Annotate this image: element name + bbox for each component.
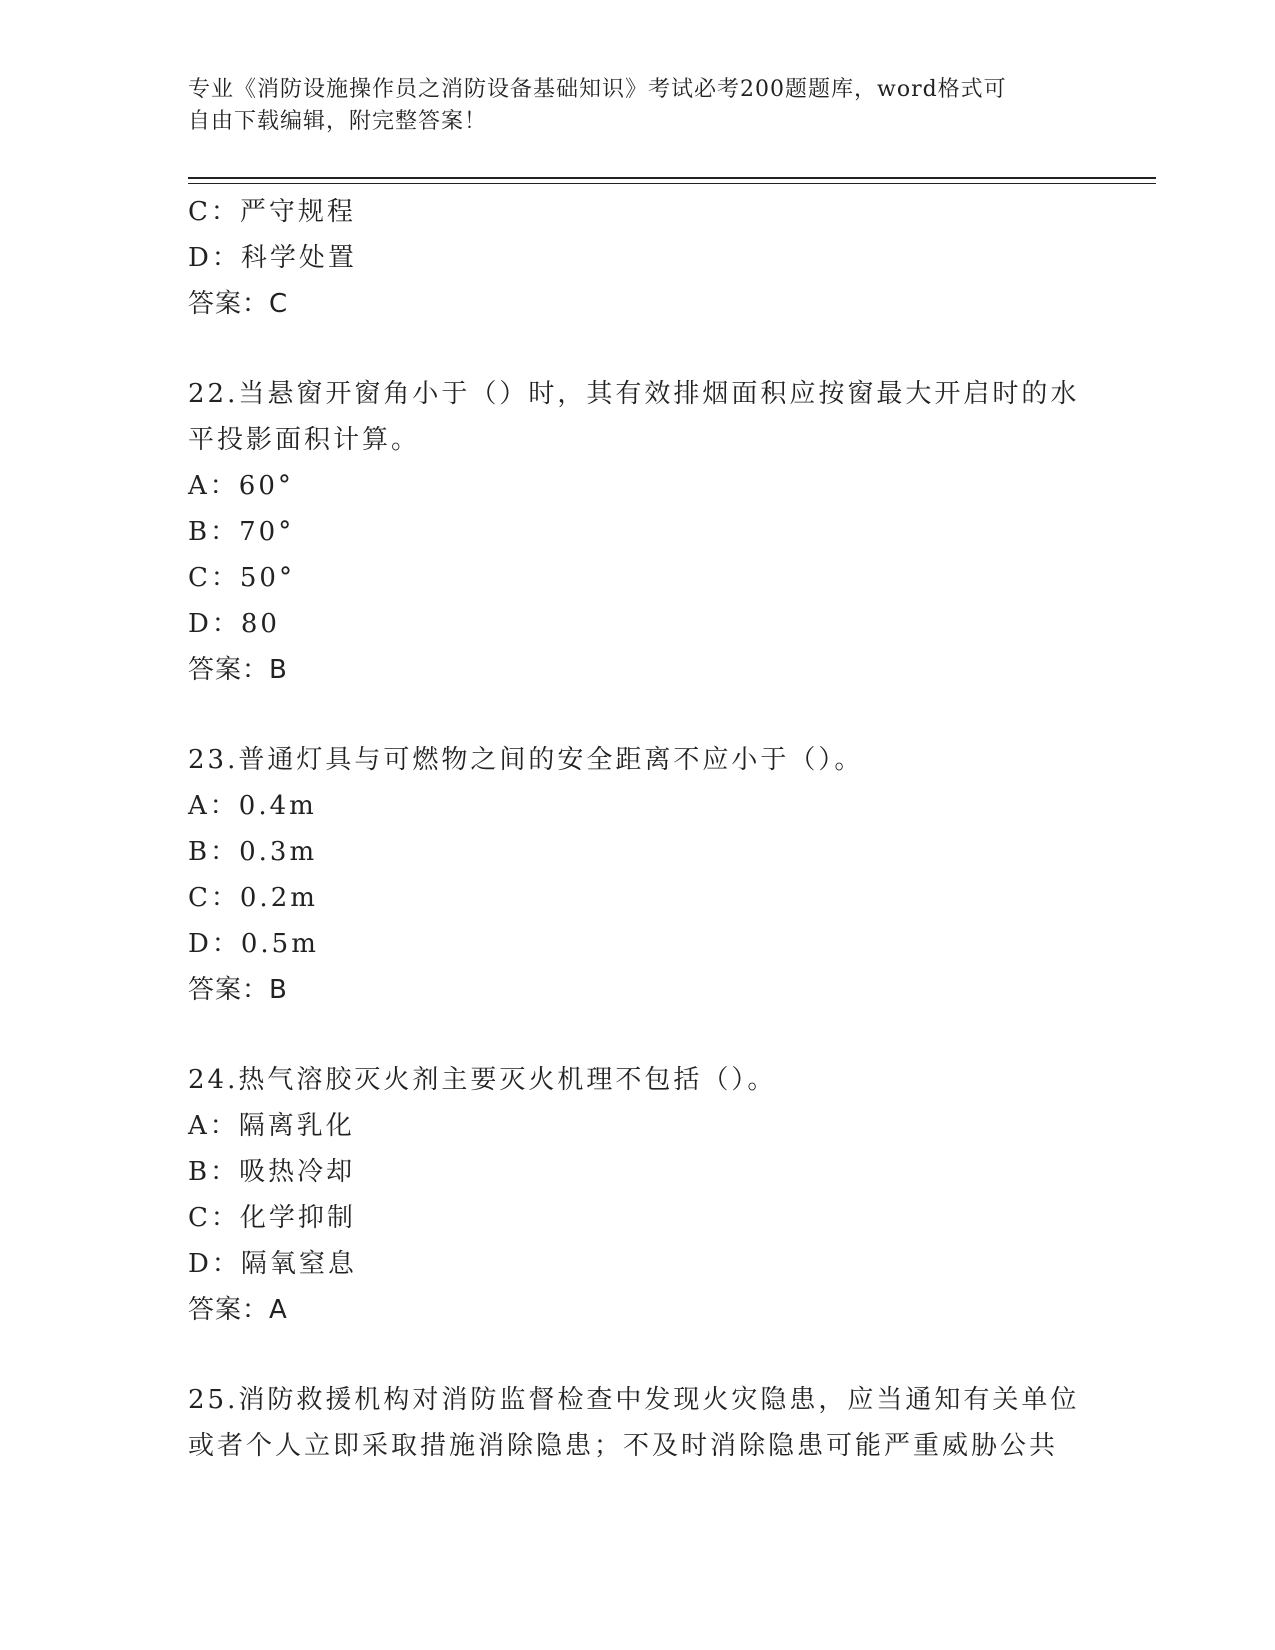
document-header (188, 74, 1068, 138)
header-rule-thick (188, 177, 1156, 179)
option-b: B：0.3m (188, 837, 318, 867)
question-text: 平投影面积计算。 (188, 425, 421, 455)
document-body (188, 189, 1088, 1469)
option-c: C：化学抑制 (188, 1203, 356, 1233)
option-c: C：50° (188, 563, 295, 593)
option-c: C：严守规程 (188, 197, 356, 227)
spacer (188, 1013, 1088, 1057)
question-text: 22.当悬窗开窗角小于（）时，其有效排烟面积应按窗最大开启时的水 (188, 379, 1080, 409)
spacer (188, 1333, 1088, 1377)
question-23 (188, 737, 1088, 1013)
header-title-line-1: 专业《消防设施操作员之消防设备基础知识》考试必考200题题库，word格式可 (188, 77, 1007, 102)
option-b: B：吸热冷却 (188, 1157, 356, 1187)
option-a: A：60° (188, 471, 294, 501)
option-d: D：科学处置 (188, 243, 357, 273)
header-rule-thin (188, 183, 1156, 184)
answer-line: 答案：A (188, 1295, 288, 1325)
option-b: B：70° (188, 517, 295, 547)
option-a: A：隔离乳化 (188, 1111, 355, 1141)
option-a: A：0.4m (188, 791, 317, 821)
question-text: 25.消防救援机构对消防监督检查中发现火灾隐患，应当通知有关单位 (188, 1385, 1080, 1415)
option-d: D：80 (188, 609, 280, 639)
header-title-line-2: 自由下载编辑，附完整答案！ (188, 109, 488, 134)
spacer (188, 327, 1088, 371)
answer-line: 答案：B (188, 655, 288, 685)
question-text: 23.普通灯具与可燃物之间的安全距离不应小于（）。 (188, 745, 864, 775)
question-22 (188, 371, 1088, 693)
option-c: C：0.2m (188, 883, 318, 913)
option-d: D：隔氧窒息 (188, 1249, 357, 1279)
question-24 (188, 1057, 1088, 1333)
answer-line: 答案：B (188, 975, 288, 1005)
previous-question-tail (188, 189, 1088, 327)
question-25 (188, 1377, 1088, 1469)
question-text: 24.热气溶胶灭火剂主要灭火机理不包括（）。 (188, 1065, 777, 1095)
spacer (188, 693, 1088, 737)
question-text: 或者个人立即采取措施消除隐患；不及时消除隐患可能严重威胁公共 (188, 1431, 1059, 1461)
answer-line: 答案：C (188, 289, 289, 319)
option-d: D：0.5m (188, 929, 319, 959)
